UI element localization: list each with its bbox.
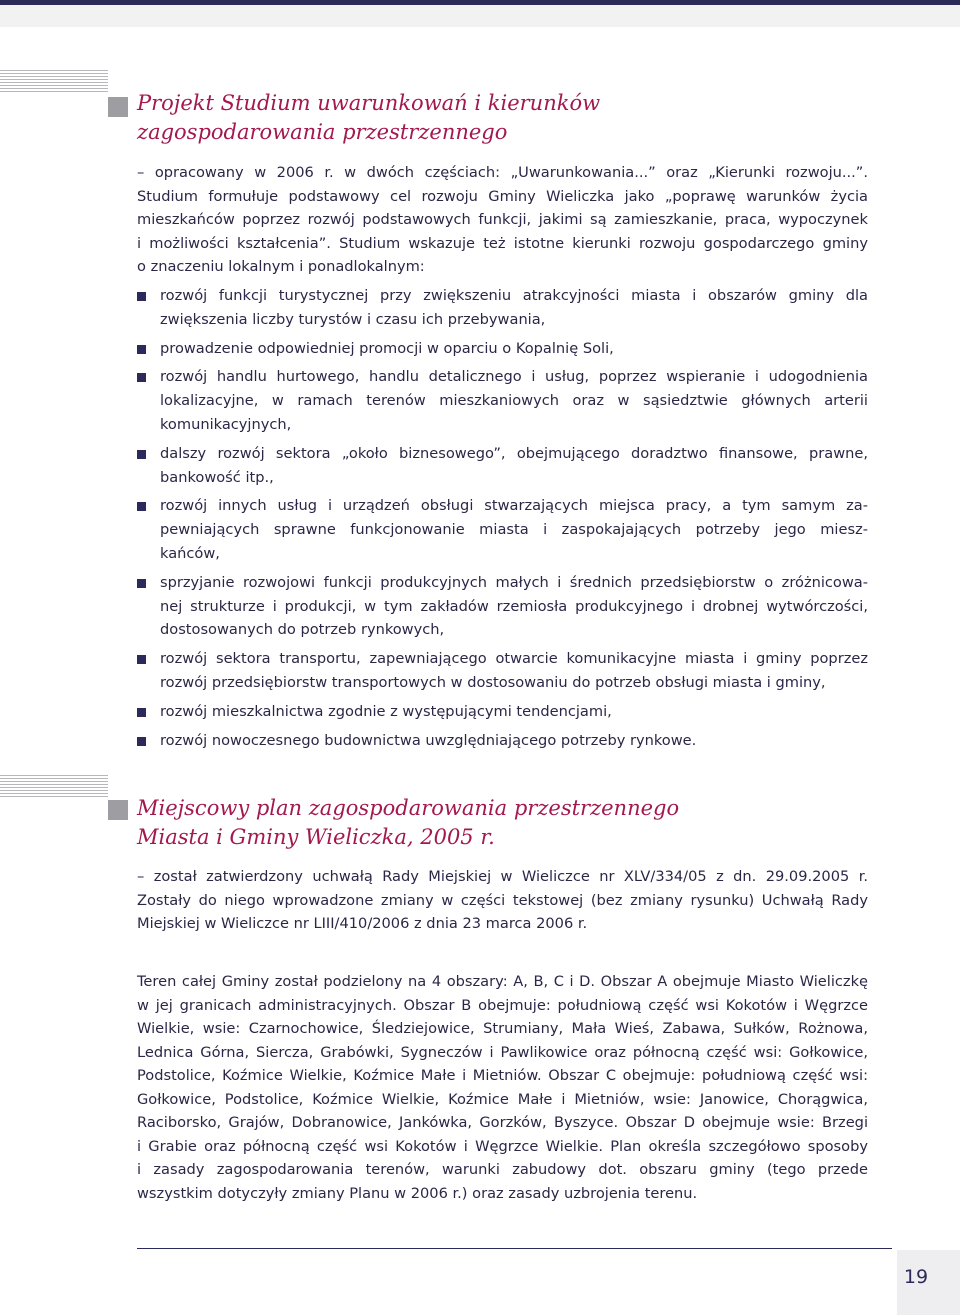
text-line: w jej granicach administracyjnych. Obszar B obejmuje: południową część wsi Kokotów i Węgrzce	[137, 996, 868, 1014]
text-line: i Grabie oraz północną część wsi Kokotów i Węgrzce Wielkie. Plan określa szczegółowo sposoby	[137, 1137, 868, 1155]
list-item	[137, 647, 868, 695]
top-band	[0, 5, 960, 27]
text-line: Wielkie, wsie: Czarnochowice, Śledziejowice, Strumiany, Mała Wieś, Zabawa, Sułków, Rożnowa,	[137, 1020, 868, 1037]
text-line: – został zatwierdzony uchwałą Rady Miejskiej w Wieliczce nr XLV/334/05 z dn. 29.09.2005 r.	[137, 868, 868, 885]
text-line: i możliwości kształcenia”. Studium wskazuje też istotne kierunki rozwoju gospodarczego gminy	[137, 234, 868, 252]
page-number: 19	[903, 1266, 929, 1288]
list-item	[137, 365, 868, 436]
heading-line: Miasta i Gminy Wieliczka, 2005 r.	[137, 825, 495, 849]
bullet-square-icon	[137, 502, 146, 511]
bullet-square-icon	[137, 345, 146, 354]
list-item	[137, 729, 868, 753]
text-line: kańców,	[160, 544, 220, 562]
text-line: mieszkańców poprzez rozwój podstawowych funkcji, jakimi są zamieszkanie, praca, wypoczynek	[137, 211, 868, 228]
text-line: rozwój nowoczesnego budownictwa uwzględniającego potrzeby rynkowe.	[160, 731, 697, 749]
text-line: Teren całej Gminy został podzielony na 4 obszary: A, B, C i D. Obszar A obejmuje Miasto Wieliczkę	[137, 973, 868, 990]
section1-heading	[137, 89, 600, 147]
text-line: rozwój innych usług i urządzeń obsługi stwarzających miejsca pracy, a tym samym za-	[160, 497, 868, 515]
section-rule	[0, 70, 108, 92]
text-line: Zostały do niego wprowadzone zmiany w części tekstowej (bez zmiany rysunku) Uchwałą Rady	[137, 891, 868, 909]
heading-line: Miejscowy plan zagospodarowania przestrzennego	[137, 796, 680, 820]
text-line: i zasady zagospodarowania terenów, warunki zabudowy dot. obszaru gminy (tego przede	[137, 1161, 868, 1178]
list-item	[137, 571, 868, 642]
footer-rule	[137, 1248, 892, 1249]
list-item	[137, 442, 868, 490]
text-line: dalszy rozwój sektora „około biznesowego”, obejmującego doradztwo finansowe, prawne,	[160, 444, 868, 462]
section2-heading	[137, 794, 679, 852]
bullet-list	[137, 284, 868, 757]
text-line: – opracowany w 2006 r. w dwóch częściach: „Uwarunkowania...” oraz „Kierunki rozwoju...”.	[137, 164, 868, 181]
list-item	[137, 337, 868, 361]
text-line: o znaczeniu lokalnym i ponadlokalnym:	[137, 258, 425, 275]
section2-paragraph-2	[137, 970, 868, 1205]
text-line: nej strukturze i produkcji, w tym zakładów rzemiosła produkcyjnego i drobnej wytwórczości,	[160, 597, 868, 615]
bullet-square-icon	[137, 708, 146, 717]
text-line: bankowość itp.,	[160, 468, 274, 486]
bullet-square-icon	[137, 373, 146, 382]
section-rule	[0, 775, 108, 797]
text-line: prowadzenie odpowiedniej promocji w oparciu o Kopalnię Soli,	[160, 339, 614, 357]
section-marker	[108, 800, 128, 820]
bullet-square-icon	[137, 579, 146, 588]
text-line: rozwój mieszkalnictwa zgodnie z występującymi tendencjami,	[160, 702, 612, 720]
text-line: rozwój handlu hurtowego, handlu detalicznego i usług, poprzez wspieranie i udogodnienia	[160, 368, 868, 386]
list-item	[137, 284, 868, 332]
text-line: zwiększenia liczby turystów i czasu ich przebywania,	[160, 310, 546, 328]
text-line: komunikacyjnych,	[160, 415, 292, 433]
text-line: rozwój funkcji turystycznej przy zwiększeniu atrakcyjności miasta i obszarów gminy dla	[160, 287, 868, 304]
section1-paragraph	[137, 161, 868, 279]
text-line: rozwój przedsiębiorstw transportowych w dostosowaniu do potrzeb obsługi miasta i gminy,	[160, 673, 826, 691]
bullet-square-icon	[137, 292, 146, 301]
section2-paragraph-1	[137, 865, 868, 936]
text-line: Gołkowice, Podstolice, Koźmice Wielkie, Koźmice Małe i Mietniów, wsie: Janowice, Chorągwica,	[137, 1090, 868, 1108]
heading-line: Projekt Studium uwarunkowań i kierunków	[137, 91, 601, 115]
heading-line: zagospodarowania przestrzennego	[137, 120, 508, 144]
text-line: lokalizacyjne, w ramach terenów mieszkaniowych oraz w sąsiedztwie głównych arterii	[160, 392, 868, 410]
text-line: Lednica Górna, Siercza, Grabówki, Sygneczów i Pawlikowice oraz północną część wsi: Gołkowice,	[137, 1043, 868, 1061]
text-line: Podstolice, Koźmice Wielkie, Koźmice Małe i Mietniów. Obszar C obejmuje: południową część wsi:	[137, 1067, 868, 1084]
text-line: Studium formułuje podstawowy cel rozwoju Gminy Wieliczka jako „poprawę warunków życia	[137, 187, 868, 205]
text-line: wszystkim dotyczyły zmiany Planu w 2006 r.) oraz zasady uzbrojenia terenu.	[137, 1184, 698, 1202]
list-item	[137, 700, 868, 724]
text-line: sprzyjanie rozwojowi funkcji produkcyjnych małych i średnich przedsiębiorstw o zróżnicowa-	[160, 573, 868, 591]
section-marker	[108, 97, 128, 117]
text-line: pewniających sprawne funkcjonowanie miasta i zaspokajających potrzeby jego miesz-	[160, 521, 868, 539]
text-line: Miejskiej w Wieliczce nr LIII/410/2006 z dnia 23 marca 2006 r.	[137, 915, 588, 932]
list-item	[137, 494, 868, 565]
text-line: rozwój sektora transportu, zapewniającego otwarcie komunikacyjne miasta i gminy poprzez	[160, 650, 868, 668]
bullet-square-icon	[137, 655, 146, 664]
bullet-square-icon	[137, 450, 146, 459]
bullet-square-icon	[137, 737, 146, 746]
text-line: Raciborsko, Grajów, Dobranowice, Jankówka, Gorzków, Byszyce. Obszar D obejmuje wsie: Brzegi	[137, 1114, 868, 1131]
text-line: dostosowanych do potrzeb rynkowych,	[160, 621, 445, 639]
